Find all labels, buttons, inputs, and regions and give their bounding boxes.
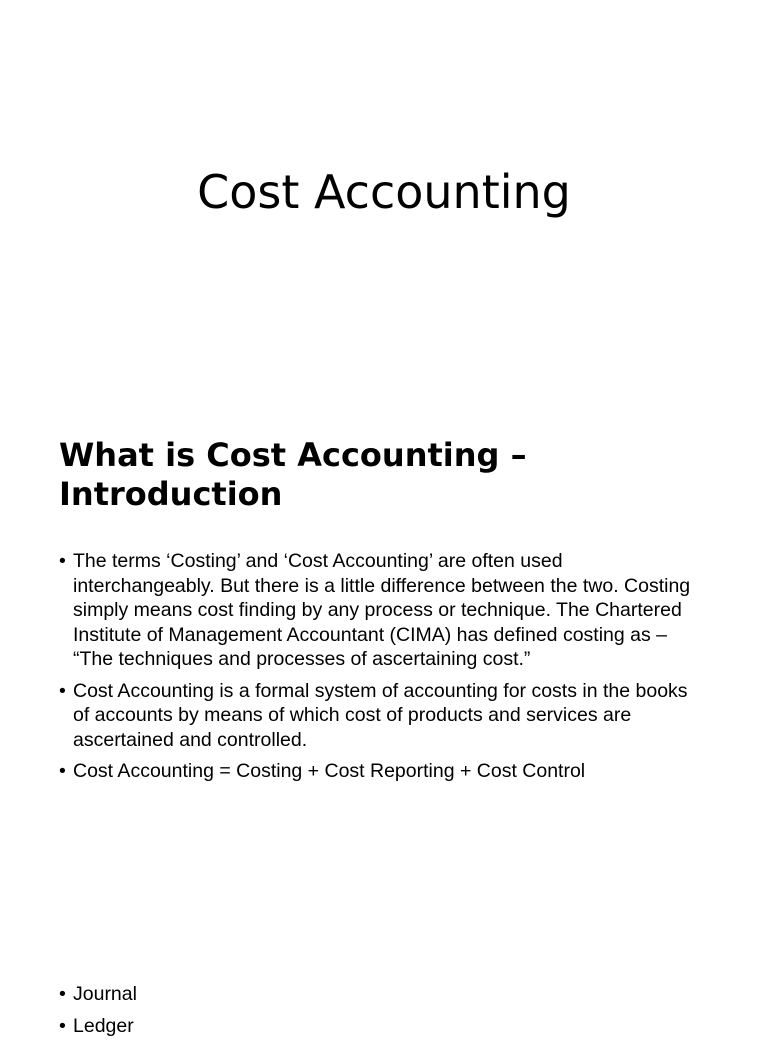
list-item-text: Journal	[73, 983, 137, 1005]
bullet-icon: •	[59, 679, 66, 702]
list-item	[59, 982, 699, 1007]
list-item-text: Cost Accounting = Costing + Cost Reporting + Cost Control	[73, 760, 586, 782]
list-item	[59, 549, 699, 672]
bullet-icon: •	[59, 1014, 66, 1037]
bullet-icon: •	[59, 550, 66, 572]
bullet-icon: •	[59, 760, 66, 782]
list-item	[59, 759, 699, 784]
list-item-text: Ledger	[73, 1014, 134, 1037]
section-heading: What is Cost Accounting – Introduction	[59, 436, 527, 513]
topic-bullet-list	[59, 982, 699, 1045]
list-item-text: The terms ‘Costing’ and ‘Cost Accounting’ are often used interchangeably. But there is a little difference between the two. Costing simply means cost finding by any process or technique. The Chartered Institute of Management Accountant (CIMA) has defined costing as – “The techniques and processes of ascertaining cost.”	[73, 550, 691, 670]
list-item	[59, 1014, 699, 1039]
bullet-icon: •	[59, 983, 66, 1005]
list-item	[59, 679, 699, 753]
list-item-text: Cost Accounting is a formal system of accounting for costs in the books of accounts by means of which cost of products and services are ascertained and controlled.	[73, 679, 688, 751]
intro-bullet-list	[59, 549, 699, 791]
slide-title: Cost Accounting	[197, 165, 571, 219]
